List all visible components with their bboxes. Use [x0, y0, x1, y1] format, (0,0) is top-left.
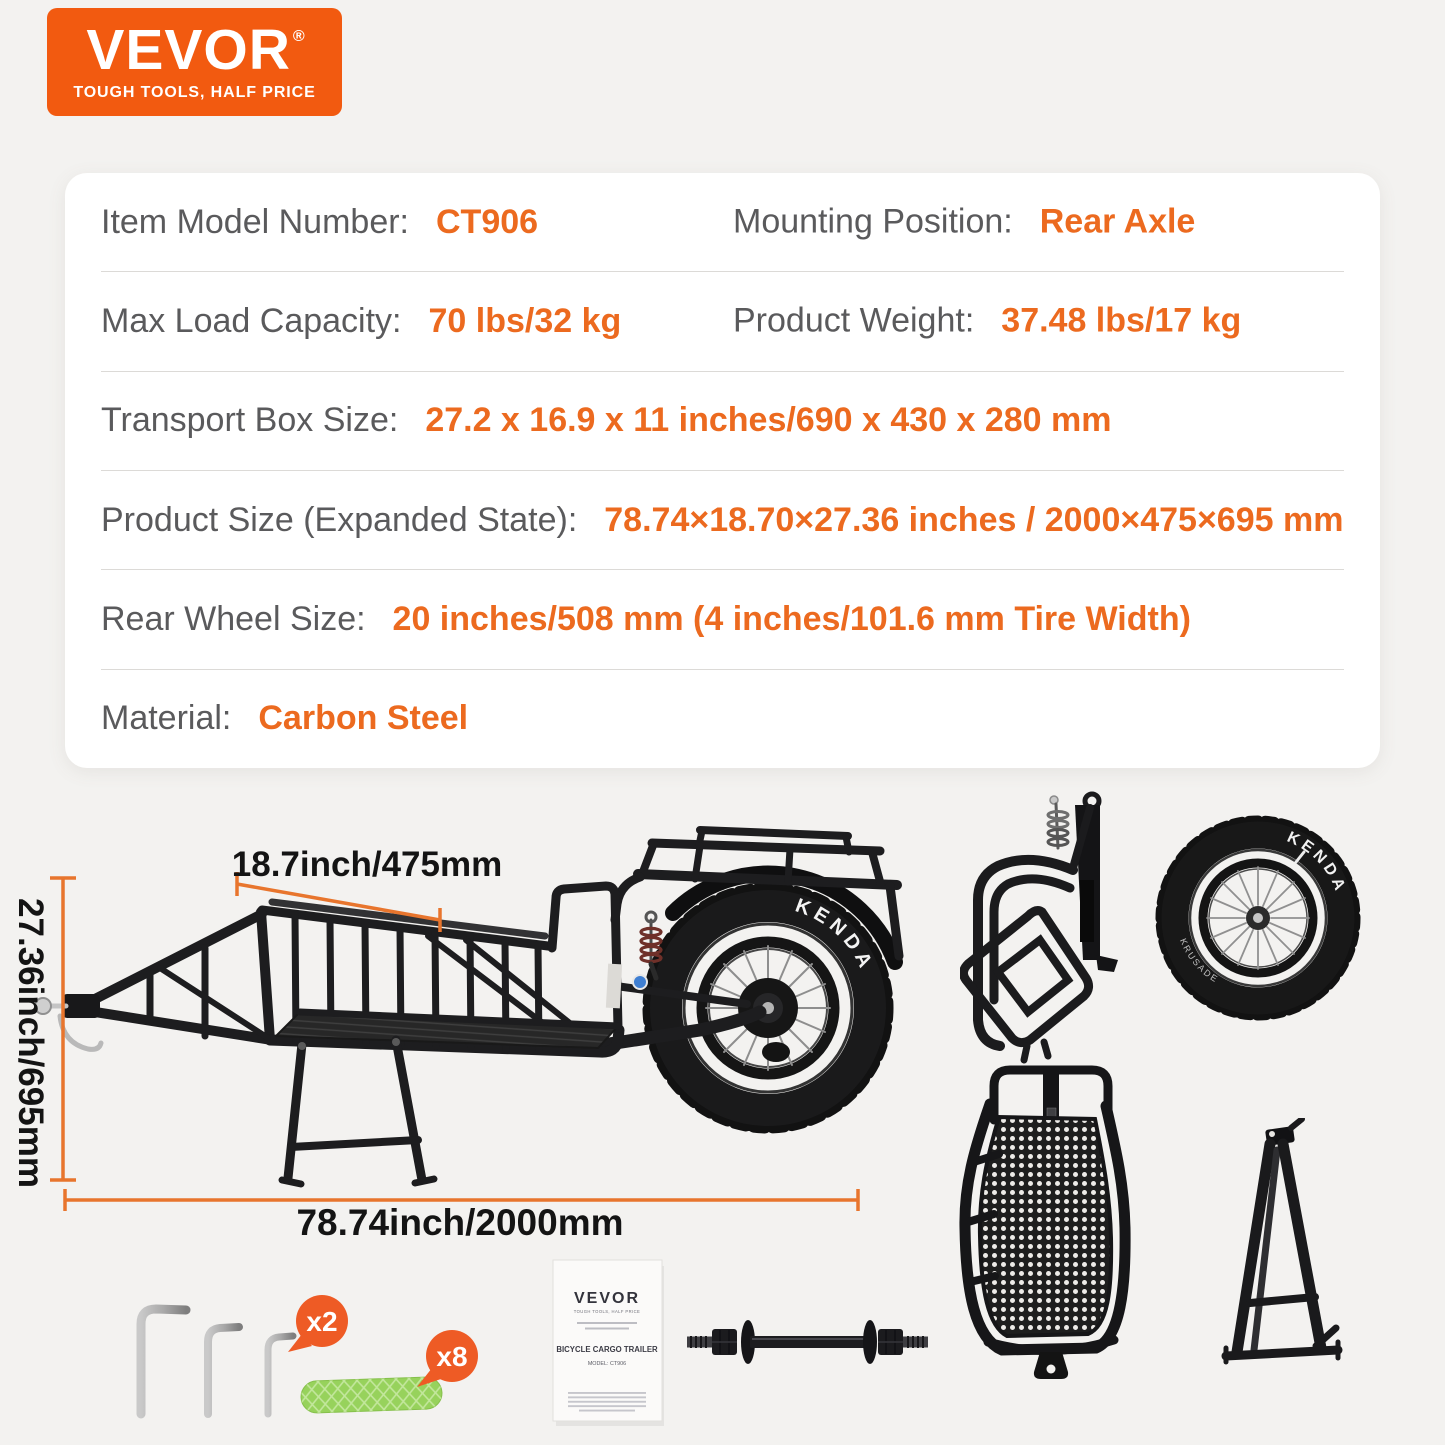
spec-pair — [101, 203, 538, 242]
hex-keys-image — [115, 1285, 495, 1435]
spec-pair — [101, 600, 1191, 639]
spec-pair — [733, 302, 1241, 341]
manual-model-text: MODEL: CT906 — [587, 1361, 627, 1367]
dimension-length-label: 78.74inch/2000mm — [296, 1202, 624, 1243]
hex-key-icon — [208, 1327, 239, 1414]
spec-value: 70 lbs/32 kg — [428, 301, 622, 340]
tire-brand-text: KENDA — [792, 894, 879, 976]
spec-table — [65, 173, 1380, 768]
blue-reflector-dot — [633, 975, 647, 989]
dimension-height-label: 27.36inch/695mm — [11, 898, 50, 1188]
spec-row — [101, 471, 1344, 570]
spec-pair — [101, 501, 1343, 540]
kickstand-legs — [282, 1038, 434, 1184]
badge-count-text: x2 — [306, 1306, 338, 1337]
folded-trailer-image — [960, 780, 1140, 1070]
axle-rod-image — [675, 1305, 940, 1380]
spec-label: Max Load Capacity: — [101, 301, 402, 340]
logo-tagline: TOUGH TOOLS, HALF PRICE — [73, 84, 316, 101]
manual-brand-text: VEVOR — [573, 1290, 641, 1307]
spec-pair — [101, 401, 1112, 440]
spec-label: Product Weight: — [733, 301, 975, 340]
registered-mark: ® — [292, 28, 305, 45]
logo-wordmark — [47, 18, 342, 82]
spec-row — [101, 570, 1344, 669]
dimension-width-label: 18.7inch/475mm — [231, 845, 503, 884]
spare-wheel-image — [1135, 795, 1385, 1045]
spec-pair — [733, 203, 1195, 242]
hitch-arm — [35, 914, 272, 1049]
hex-key-icon — [141, 1309, 186, 1414]
spec-label: Material: — [101, 699, 232, 738]
tire-brand-text: KENDA — [1284, 828, 1350, 897]
manual-tagline-text: TOUGH TOOLS, HALF PRICE — [573, 1309, 641, 1314]
spec-value: Rear Axle — [1039, 202, 1196, 241]
hex-key-icon — [268, 1336, 293, 1414]
spec-label: Item Model Number: — [101, 202, 409, 241]
hex-key-count-badge — [288, 1295, 348, 1352]
spec-value: 20 inches/508 mm (4 inches/101.6 mm Tire Width) — [392, 599, 1191, 638]
reflector-count-badge — [417, 1330, 478, 1387]
spec-value: CT906 — [436, 202, 539, 241]
spec-label: Transport Box Size: — [101, 401, 399, 440]
manual-title-text: BICYCLE CARGO TRAILER — [556, 1345, 658, 1354]
spec-row — [101, 670, 1344, 768]
spec-label: Product Size (Expanded State): — [101, 500, 578, 539]
cargo-basket-image — [950, 1055, 1150, 1395]
kickstand-image — [1210, 1118, 1350, 1378]
badge-count-text: x8 — [436, 1341, 468, 1372]
logo-text: VEVOR — [86, 18, 291, 82]
spec-label: Mounting Position: — [733, 202, 1013, 241]
tire-model-text: KRUSADE — [1178, 936, 1221, 985]
trailer-wheel — [649, 889, 887, 1127]
spec-pair — [101, 699, 468, 738]
frame-label-sticker — [606, 964, 622, 1009]
spec-value: 27.2 x 16.9 x 11 inches/690 x 430 x 280 mm — [425, 401, 1112, 440]
spec-value: 37.48 lbs/17 kg — [1001, 301, 1242, 340]
manual-image — [545, 1252, 675, 1437]
spec-value: 78.74×18.70×27.36 inches / 2000×475×695 mm — [604, 500, 1344, 539]
spec-row — [101, 272, 1344, 371]
spec-pair — [101, 302, 621, 341]
vevor-logo — [47, 8, 342, 116]
spec-label: Rear Wheel Size: — [101, 599, 366, 638]
spec-row — [101, 173, 1344, 272]
spec-value: Carbon Steel — [258, 699, 469, 738]
spec-row — [101, 372, 1344, 471]
